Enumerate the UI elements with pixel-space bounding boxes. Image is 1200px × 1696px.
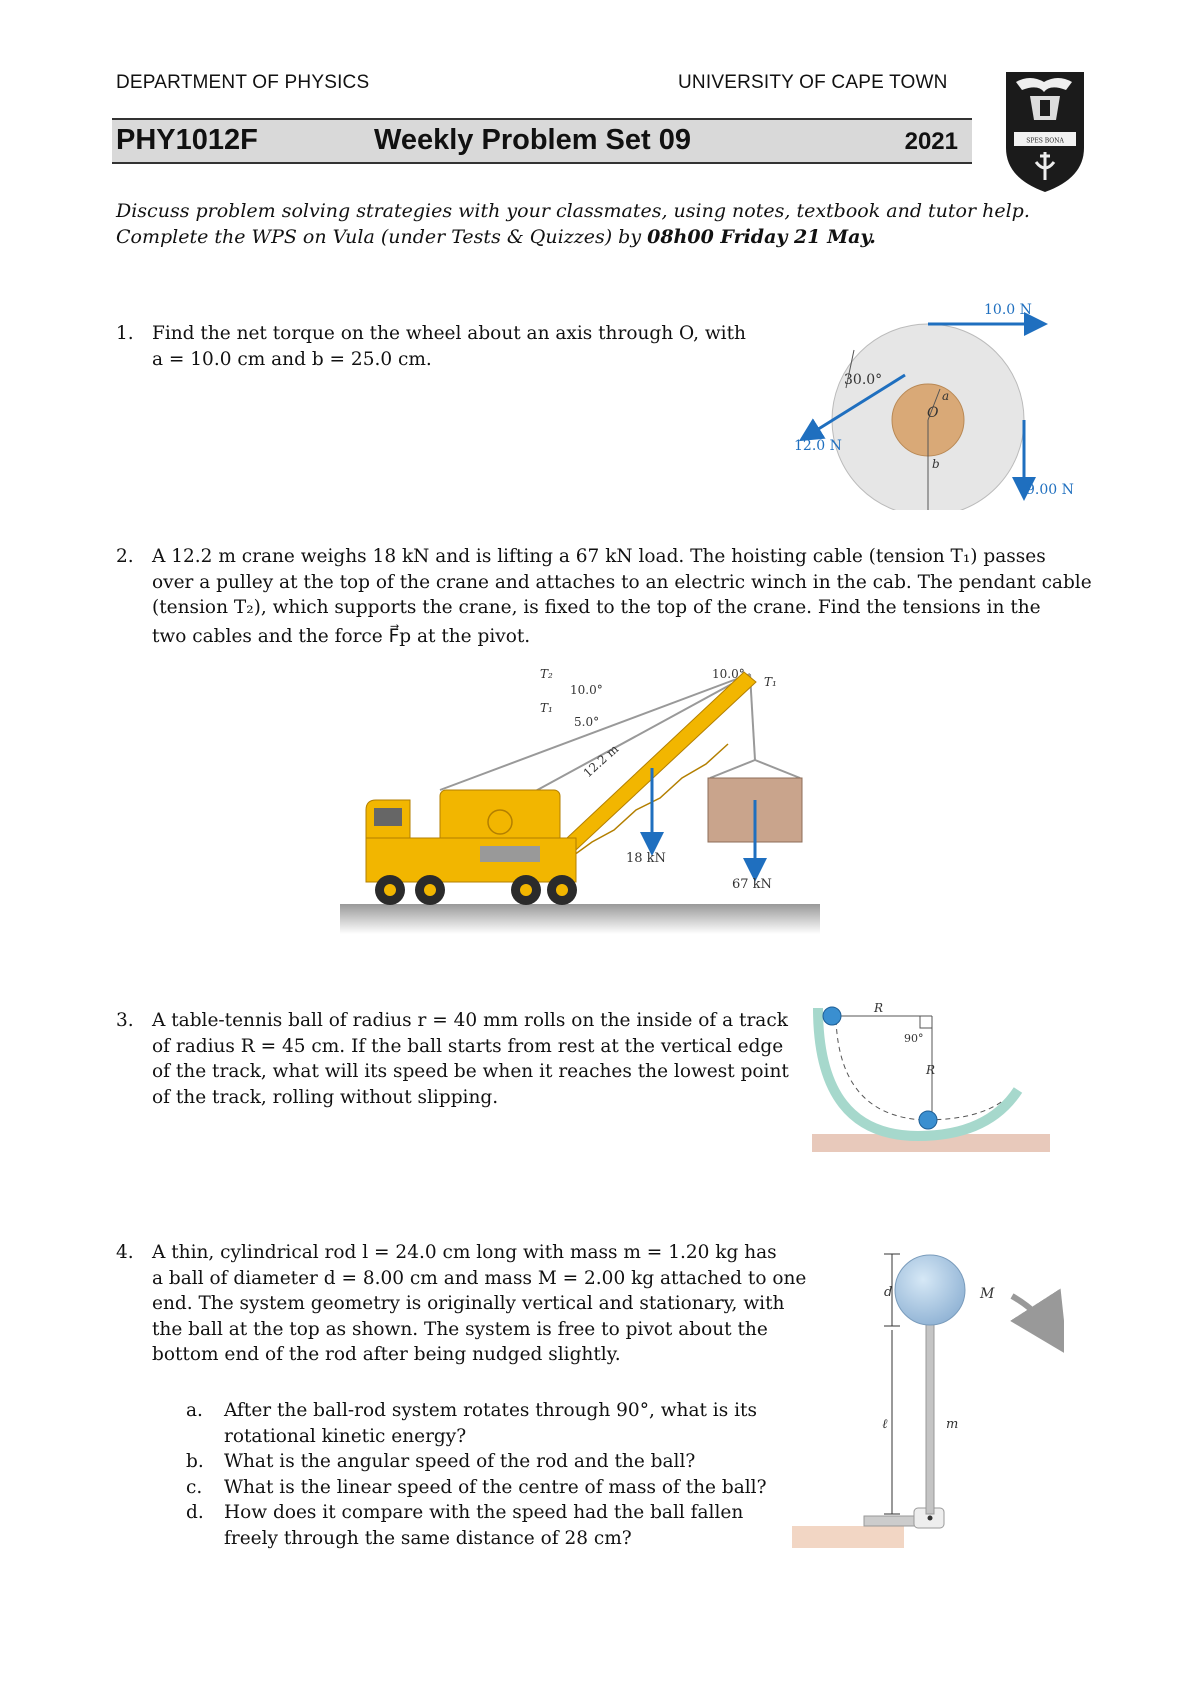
base-table xyxy=(792,1526,904,1548)
ball xyxy=(895,1255,965,1325)
q4-part-c: c. What is the linear speed of the centre of mass of the ball? xyxy=(186,1476,767,1498)
track xyxy=(818,1008,1018,1136)
t2-label: T₂ xyxy=(540,667,553,681)
q3-number: 3. xyxy=(116,1010,134,1031)
q4-parts-list xyxy=(186,1398,767,1551)
force-left-label: 12.0 N xyxy=(794,438,842,454)
a-label: a xyxy=(942,389,950,403)
q2-line-1: A 12.2 m crane weighs 18 kN and is lifting a 67 kN load. The hoisting cable (tension T₁) passes xyxy=(152,546,1046,567)
q3-line-1: A table-tennis ball of radius r = 40 mm rolls on the inside of a track xyxy=(152,1010,788,1031)
q4-number: 4. xyxy=(116,1242,134,1263)
load-weight-label: 67 kN xyxy=(732,877,772,892)
title-bar xyxy=(112,118,972,164)
ground xyxy=(340,904,820,934)
q1-wheel-figure xyxy=(780,290,1090,510)
q3-text xyxy=(152,1008,789,1110)
force-top-label: 10.0 N xyxy=(984,302,1032,318)
q2-text xyxy=(152,544,1092,649)
year-label: 2021 xyxy=(904,128,958,155)
rod xyxy=(926,1324,934,1514)
q2-line-4: two cables and the force F⃗p at the pivot. xyxy=(152,625,531,647)
angle-label: 30.0° xyxy=(844,372,883,388)
intro-text xyxy=(116,198,1030,250)
intro-line-1: Discuss problem solving strategies with your classmates, using notes, textbook and tutor help. xyxy=(116,200,1030,222)
rotation-arrow xyxy=(1012,1296,1058,1340)
q4-part-b: b. What is the angular speed of the rod and the ball? xyxy=(186,1451,696,1472)
o-label: O xyxy=(927,405,939,421)
angle-5-label: 5.0° xyxy=(574,715,600,729)
page-title: Weekly Problem Set 09 xyxy=(374,124,692,156)
d-label: d xyxy=(884,1285,893,1300)
angle-90-label: 90° xyxy=(904,1032,924,1045)
q3-line-4: of the track, rolling without slipping. xyxy=(152,1086,499,1108)
q2-line-3: (tension T₂), which supports the crane, is fixed to the top of the crane. Find the tensions in the xyxy=(152,597,1041,618)
sling-right xyxy=(755,760,800,778)
q4-line-2: a ball of diameter d = 8.00 cm and mass M = 2.00 kg attached to one xyxy=(152,1267,807,1289)
angle-10b-label: 10.0° xyxy=(712,667,745,681)
q4-line-5: bottom end of the rod after being nudged slightly. xyxy=(152,1344,621,1365)
department-label: DEPARTMENT OF PHYSICS xyxy=(116,72,370,93)
q1-line-1: Find the net torque on the wheel about an axis through O, with xyxy=(152,323,746,344)
t1-label-right: T₁ xyxy=(764,675,777,689)
q4-line-4: the ball at the top as shown. The system is free to pivot about the xyxy=(152,1318,768,1340)
truck-body xyxy=(366,838,576,882)
m-label: m xyxy=(946,1417,959,1432)
truck-window xyxy=(374,808,402,826)
sling-left xyxy=(710,760,755,778)
university-crest-logo xyxy=(1000,70,1090,194)
b-label: b xyxy=(932,457,940,471)
q3-track-figure xyxy=(808,996,1056,1156)
deadline: 08h00 Friday 21 May. xyxy=(647,226,876,248)
crane-weight-label: 18 kN xyxy=(626,851,666,866)
q4-line-3: end. The system geometry is originally vertical and stationary, with xyxy=(152,1293,785,1314)
t1-label-left: T₁ xyxy=(540,701,553,715)
q1-text xyxy=(152,321,746,372)
university-label: UNIVERSITY OF CAPE TOWN xyxy=(678,72,948,93)
q3-line-3: of the track, what will its speed be when it reaches the lowest point xyxy=(152,1061,789,1082)
r-side-label: R xyxy=(926,1063,936,1077)
l-label: ℓ xyxy=(882,1417,888,1432)
q2-number: 2. xyxy=(116,546,134,567)
q2-line-2: over a pulley at the top of the crane and attaches to an electric winch in the cab. The pendant cable xyxy=(152,571,1092,593)
q2-crane-figure xyxy=(330,660,830,940)
q1-number: 1. xyxy=(116,323,134,344)
ball-start xyxy=(823,1007,841,1025)
turntable xyxy=(480,846,540,862)
course-code: PHY1012F xyxy=(116,124,258,156)
q4-part-d: d. How does it compare with the speed had the ball fallen freely through the same distance of 28 cm? xyxy=(186,1502,744,1549)
force-right-label: 9.00 N xyxy=(1026,482,1074,498)
r-top-label: R xyxy=(874,1001,884,1015)
intro-line-2: Complete the WPS on Vula (under Tests & Quizzes) by xyxy=(116,226,648,248)
q4-line-1: A thin, cylindrical rod l = 24.0 cm long with mass m = 1.20 kg has xyxy=(152,1242,777,1263)
angle-10-label: 10.0° xyxy=(570,683,603,697)
q3-line-2: of radius R = 45 cm. If the ball starts from rest at the vertical edge xyxy=(152,1035,784,1057)
q4-part-a: a. After the ball-rod system rotates through 90°, what is its rotational kinetic energy? xyxy=(186,1400,757,1447)
ball-bottom xyxy=(919,1111,937,1129)
q4-rod-ball-figure xyxy=(788,1232,1064,1562)
q1-line-2: a = 10.0 cm and b = 25.0 cm. xyxy=(152,348,432,370)
M-label: M xyxy=(980,1286,995,1302)
q4-text xyxy=(152,1240,806,1368)
boom-length-label: 12.2 m xyxy=(580,741,622,781)
crest-motto: SPES BONA xyxy=(1026,137,1064,145)
